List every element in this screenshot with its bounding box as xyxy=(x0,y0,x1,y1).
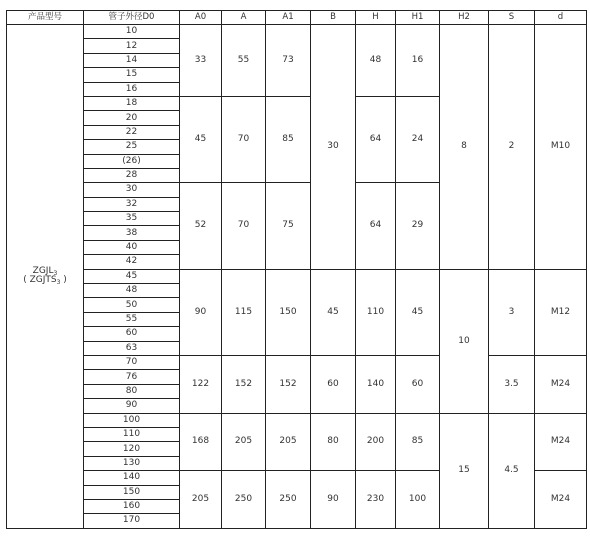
d-cell: M10 xyxy=(535,25,587,270)
d0-cell: 25 xyxy=(84,140,180,154)
h1-cell: 85 xyxy=(396,413,440,471)
a1-cell: 250 xyxy=(266,471,311,529)
a-cell: 250 xyxy=(222,471,266,529)
h1-cell: 45 xyxy=(396,269,440,355)
d0-cell: 76 xyxy=(84,370,180,384)
b-cell: 30 xyxy=(311,25,356,270)
d0-cell: 60 xyxy=(84,327,180,341)
header-row xyxy=(7,11,587,25)
d0-cell: 80 xyxy=(84,384,180,398)
h-cell: 140 xyxy=(356,355,396,413)
d-cell: M24 xyxy=(535,413,587,471)
table-row xyxy=(7,269,587,283)
h1-cell: 29 xyxy=(396,183,440,269)
b-cell: 80 xyxy=(311,413,356,471)
d0-cell: 48 xyxy=(84,284,180,298)
table-row xyxy=(7,413,587,427)
h2-cell: 8 xyxy=(440,25,489,270)
h-cell: 230 xyxy=(356,471,396,529)
h-cell: 48 xyxy=(356,25,396,97)
header-cell: 产品型号 xyxy=(7,11,84,25)
model-line-2: ( $ZGJTS_3$ ) xyxy=(23,275,67,287)
d0-cell: 170 xyxy=(84,514,180,528)
d0-cell: 38 xyxy=(84,226,180,240)
a-cell: 55 xyxy=(222,25,266,97)
h-cell: 64 xyxy=(356,96,396,182)
d0-cell: 30 xyxy=(84,183,180,197)
header-cell: A1 xyxy=(266,11,311,25)
header-cell: d xyxy=(535,11,587,25)
spec-table xyxy=(6,10,587,529)
d0-cell: 120 xyxy=(84,442,180,456)
d0-cell: (26) xyxy=(84,154,180,168)
h-cell: 200 xyxy=(356,413,396,471)
d0-cell: 55 xyxy=(84,312,180,326)
a0-cell: 122 xyxy=(180,355,222,413)
a0-cell: 52 xyxy=(180,183,222,269)
d0-cell: 22 xyxy=(84,125,180,139)
a1-cell: 152 xyxy=(266,355,311,413)
h2-cell: 10 xyxy=(440,269,489,413)
a1-cell: 75 xyxy=(266,183,311,269)
d0-cell: 150 xyxy=(84,485,180,499)
header-cell: B xyxy=(311,11,356,25)
d0-cell: 10 xyxy=(84,25,180,39)
a1-cell: 150 xyxy=(266,269,311,355)
d0-cell: 16 xyxy=(84,82,180,96)
a1-cell: 73 xyxy=(266,25,311,97)
s-cell: 4.5 xyxy=(489,413,535,528)
d0-cell: 32 xyxy=(84,197,180,211)
d0-cell: 12 xyxy=(84,39,180,53)
s-cell: 3.5 xyxy=(489,355,535,413)
a0-cell: 168 xyxy=(180,413,222,471)
header-cell: H xyxy=(356,11,396,25)
d0-cell: 130 xyxy=(84,456,180,470)
s-cell: 2 xyxy=(489,25,535,270)
d0-cell: 100 xyxy=(84,413,180,427)
header-cell: S xyxy=(489,11,535,25)
d0-cell: 45 xyxy=(84,269,180,283)
d0-cell: 20 xyxy=(84,111,180,125)
d-cell: M24 xyxy=(535,471,587,529)
d0-cell: 110 xyxy=(84,427,180,441)
d-cell: M24 xyxy=(535,355,587,413)
h1-cell: 16 xyxy=(396,25,440,97)
d0-cell: 50 xyxy=(84,298,180,312)
h-cell: 64 xyxy=(356,183,396,269)
table-row xyxy=(7,25,587,39)
d0-cell: 28 xyxy=(84,168,180,182)
header-cell: H1 xyxy=(396,11,440,25)
a-cell: 70 xyxy=(222,96,266,182)
a-cell: 205 xyxy=(222,413,266,471)
h1-cell: 24 xyxy=(396,96,440,182)
h-cell: 110 xyxy=(356,269,396,355)
d0-cell: 160 xyxy=(84,499,180,513)
d0-cell: 18 xyxy=(84,96,180,110)
h1-cell: 100 xyxy=(396,471,440,529)
b-cell: 90 xyxy=(311,471,356,529)
b-cell: 45 xyxy=(311,269,356,355)
d0-cell: 70 xyxy=(84,355,180,369)
a-cell: 115 xyxy=(222,269,266,355)
a0-cell: 45 xyxy=(180,96,222,182)
a-cell: 152 xyxy=(222,355,266,413)
d0-cell: 40 xyxy=(84,240,180,254)
header-cell: A xyxy=(222,11,266,25)
d0-cell: 140 xyxy=(84,471,180,485)
d0-cell: 90 xyxy=(84,399,180,413)
a-cell: 70 xyxy=(222,183,266,269)
table-row xyxy=(7,355,587,369)
d0-cell: 63 xyxy=(84,341,180,355)
d-cell: M12 xyxy=(535,269,587,355)
a0-cell: 33 xyxy=(180,25,222,97)
header-cell: 管子外径D0 xyxy=(84,11,180,25)
d0-cell: 15 xyxy=(84,68,180,82)
h2-cell: 15 xyxy=(440,413,489,528)
d0-cell: 14 xyxy=(84,53,180,67)
model-line-1: $ZGJL_3$ xyxy=(32,266,58,278)
b-cell: 60 xyxy=(311,355,356,413)
header-cell: H2 xyxy=(440,11,489,25)
d0-cell: 42 xyxy=(84,255,180,269)
a0-cell: 205 xyxy=(180,471,222,529)
h1-cell: 60 xyxy=(396,355,440,413)
d0-cell: 35 xyxy=(84,212,180,226)
a1-cell: 205 xyxy=(266,413,311,471)
a0-cell: 90 xyxy=(180,269,222,355)
model-cell xyxy=(7,25,84,529)
header-cell: A0 xyxy=(180,11,222,25)
a1-cell: 85 xyxy=(266,96,311,182)
s-cell: 3 xyxy=(489,269,535,355)
